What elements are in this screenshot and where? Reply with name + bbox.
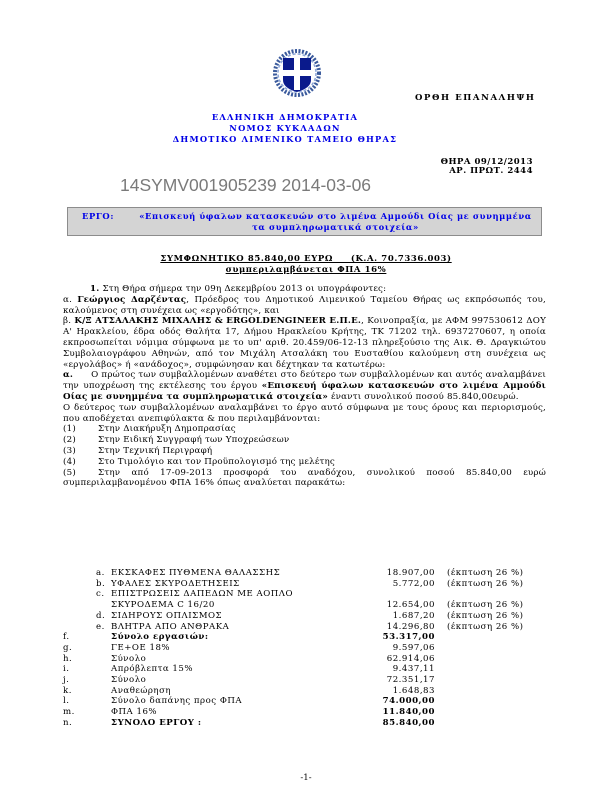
item-description: Σύνολο δαπάνης προς ΦΠΑ [111, 696, 243, 707]
discount-note [447, 707, 557, 718]
party-a: α. Γεώργιος Δαρζέντας, Πρόεδρος του Δημοτικού Λιμενικού Ταμείου Θήρας ως εκπρόσωπός του, καλούμενος στη συνέχεια ως «εργοδότης», και [63, 294, 546, 316]
row-label: h. [63, 653, 73, 664]
discount-note [447, 664, 557, 675]
row-label: g. [63, 642, 73, 653]
terms-list-item-offer: (5) Στην από 17-09-2013 προσφορά του αναδόχου, συνολικού ποσού 85.840,00 ευρώ συμπεριλαμβανομένου ΦΠΑ 16% όπως αναλύεται παρακάτω: [63, 467, 546, 489]
row-label [63, 589, 96, 600]
protocol-line: ΑΡ. ΠΡΩΤ. 2444 [449, 166, 533, 176]
breakdown-row [63, 600, 557, 611]
breakdown-row [63, 611, 557, 622]
item-amount: 9.597,06 [392, 642, 435, 653]
breakdown-row [63, 589, 557, 600]
discount-note: (έκπτωση 26 %) [447, 578, 524, 589]
discount-note [447, 675, 557, 686]
item-label: a. [96, 568, 105, 578]
item-amount: 85.840,00 [382, 717, 435, 728]
item-amount: 53.317,00 [382, 632, 435, 643]
item-description: ΣΚΥΡΟΔΕΜΑ C 16/20 [111, 600, 215, 611]
paragraph-number: 1. [90, 284, 100, 294]
breakdown-row [63, 707, 557, 718]
project-label: ΕΡΓΟ: [82, 211, 115, 221]
item-amount: 12.654,00 [386, 600, 435, 611]
row-label [63, 622, 96, 633]
party-b: β. Κ/Ξ ΑΤΣΑΛΑΚΗΣ ΜΙΧΑΛΗΣ & ERGOLDENGINEER Ε.Π.Ε., Κοινοπραξία, με ΑΦΜ 997530612 ΔΟΥ Α' Ηρακλείου, έδρα οδός Θαλήτα 17, Δήμου Ηρακλείου Κρήτης, ΤΚ 71202 τηλ. 6937270607, η οποία εκπροσωπείται νόμιμα σύμφωνα με το υπ' αριθ. 20.459/06-12-13 πληρεξούσιο της Αικ. Θ. Δραγκιώτου Συμβολαιογράφου Αθηνών, από τον Μιχάλη Ατσαλάκη του Ευσταθίου καλούμενη στη συνέχεια ως «εργολάβος» ή «ανάδοχος», συμφώνησαν και δέχτηκαν τα κατωτέρω: [63, 316, 547, 370]
item-description: ΦΠΑ 16% [111, 707, 158, 718]
item-description: ΣΥΝΟΛΟ ΕΡΓΟΥ : [111, 717, 202, 728]
breakdown-row [63, 632, 557, 643]
item-description: Σύνολο εργασιών: [111, 632, 209, 643]
terms-list-item: (3) Στην Τεχνική Περιγραφή [63, 445, 213, 456]
item-label [96, 718, 111, 729]
item-description: Αναθεώρηση [111, 685, 172, 696]
discount-note [447, 686, 557, 697]
item-label [96, 707, 111, 718]
discount-note [447, 632, 557, 643]
date-protocol-block [430, 158, 533, 176]
row-label: k. [63, 685, 72, 696]
row-label [63, 579, 96, 590]
contract-amount-heading: ΣΥΜΦΩΝΗΤΙΚΟ 85.840,00 ΕΥΡΩ (Κ.Α. 70.7336.003) [160, 254, 452, 264]
contract-parties-paragraph [63, 284, 546, 489]
terms-list [63, 424, 546, 489]
terms-list-item: (2) Στην Ειδική Συγγραφή των Υποχρεώσεων [63, 435, 290, 446]
item-label [96, 664, 111, 675]
greek-state-emblem [272, 48, 322, 98]
terms-list-item: (4) Στο Τιμολόγιο και τον Προϋπολογισμό της μελέτης [63, 456, 335, 467]
party-a-name: Γεώργιος Δαρζέντας [77, 294, 187, 305]
row-label: l. [63, 696, 70, 707]
breakdown-row [63, 568, 557, 579]
breakdown-row [63, 664, 557, 675]
item-description: ΥΦΑΛΕΣ ΣΚΥΡΟΔΕΤΗΣΕΙΣ [111, 578, 240, 589]
document-watermark: 14SYMV001905239 2014-03-06 [120, 175, 372, 195]
row-label: j. [63, 675, 70, 686]
item-amount: 1.648,83 [392, 685, 435, 696]
item-label: d. [96, 610, 106, 621]
repeat-label: ΟΡΘΗ ΕΠΑΝΑΛΗΨΗ [415, 93, 536, 103]
row-label: i. [63, 664, 70, 675]
item-label [96, 696, 111, 707]
item-amount: 9.437,11 [392, 664, 435, 675]
discount-note [447, 718, 557, 729]
item-amount: 18.907,00 [386, 568, 435, 578]
project-reference: «Επισκευή ύφαλων κατασκευών στο λιμένα Αμμούδι Οίας με συνημμένα τα συμπληρωματικά στοιχεία» [63, 381, 546, 402]
item-description: Σύνολο [111, 653, 147, 664]
item-amount: 5.772,00 [392, 578, 435, 589]
cost-breakdown-section [63, 568, 557, 729]
row-label: m. [63, 707, 75, 718]
item-label: b. [96, 578, 106, 589]
breakdown-row [63, 686, 557, 697]
assignment-clause: α. Ο πρώτος των συμβαλλομένων αναθέτει στο δεύτερο των συμβαλλομένων και αυτός αναλαμβάνει την υποχρέωση της εκτέλεσης του έργου «Επισκευή ύφαλων κατασκευών στο λιμένα Αμμούδι Οίας με συνημμένα τα συμπληρωματικά στοιχεία» έναντι συνολικού ποσού 85.840,00ευρώ. [63, 370, 546, 402]
item-label: c. [96, 589, 105, 600]
item-amount [345, 589, 447, 600]
party-b-name: Κ/Ξ ΑΤΣΑΛΑΚΗΣ ΜΙΧΑΛΗΣ & ERGOLDENGINEER Ε.Π.Ε. [74, 316, 362, 327]
discount-note [447, 654, 557, 665]
item-label: e. [96, 621, 105, 632]
item-description: Σύνολο [111, 675, 147, 686]
project-title: «Επισκευή ύφαλων κατασκευών στο λιμένα Αμμούδι Οίας με συνημμένα τα συμπληρωματικά στοιχεία» [139, 211, 532, 232]
discount-note: (έκπτωση 26 %) [447, 568, 524, 578]
org-line-prefecture: ΝΟΜΟΣ ΚΥΚΛΑΔΩΝ [229, 123, 341, 133]
item-description: ΕΠΙΣΤΡΩΣΕΙΣ ΔΑΠΕΔΩΝ ΜΕ ΑΟΠΛΟ [111, 589, 293, 600]
cost-breakdown-table [63, 568, 557, 729]
item-label [96, 643, 111, 654]
item-label [96, 686, 111, 697]
item-amount: 72.351,17 [386, 675, 435, 686]
terms-clause: Ο δεύτερος των συμβαλλομένων αναλαμβάνει το έργο αυτό σύμφωνα με τους όρους και περιορισμούς, που αποδέχεται ανεπιφύλακτα & που περιλαμβάνονται: [63, 402, 546, 424]
breakdown-row [63, 718, 557, 729]
item-amount: 74.000,00 [382, 696, 435, 707]
row-label [63, 611, 96, 622]
breakdown-row [63, 654, 557, 665]
item-description: ΕΚΣΚΑΦΕΣ ΠΥΘΜΕΝΑ ΘΑΛΑΣΣΗΣ [111, 568, 281, 578]
item-label [96, 654, 111, 665]
discount-note [447, 696, 557, 707]
row-label [63, 600, 96, 611]
breakdown-row [63, 622, 557, 633]
discount-note [447, 589, 557, 600]
item-label [96, 675, 111, 686]
org-line-port-fund: ΔΗΜΟΤΙΚΟ ΛΙΜΕΝΙΚΟ ΤΑΜΕΙΟ ΘΗΡΑΣ [172, 134, 398, 144]
item-description: ΓΕ+ΟΕ 18% [111, 642, 171, 653]
item-label [96, 600, 111, 611]
contract-vat-note: συμπεριλαμβάνεται ΦΠΑ 16% [225, 265, 387, 275]
item-amount: 62.914,06 [386, 653, 435, 664]
row-label: n. [63, 717, 73, 728]
discount-note [447, 643, 557, 654]
breakdown-row [63, 696, 557, 707]
project-box [67, 207, 542, 236]
item-label [96, 632, 111, 643]
discount-note: (έκπτωση 26 %) [447, 600, 524, 611]
item-description: ΣΙΔΗΡΟΥΣ ΟΠΛΙΣΜΟΣ [111, 610, 223, 621]
item-amount: 14.296,80 [386, 621, 435, 632]
item-amount: 11.840,00 [382, 707, 435, 718]
terms-list-item: (1) Στην Διακήρυξη Δημοπρασίας [63, 424, 236, 435]
org-line-republic: ΕΛΛΗΝΙΚΗ ΔΗΜΟΚΡΑΤΙΑ [211, 112, 359, 122]
item-description: Απρόβλεπτα 15% [111, 664, 193, 675]
breakdown-row [63, 579, 557, 590]
date-line: ΘΗΡΑ 09/12/2013 [440, 157, 533, 167]
item-amount: 1.687,20 [392, 610, 435, 621]
discount-note: (έκπτωση 26 %) [447, 610, 524, 621]
row-label: f. [63, 632, 70, 643]
breakdown-row [63, 643, 557, 654]
discount-note: (έκπτωση 26 %) [447, 621, 524, 632]
page-number: -1- [300, 773, 312, 783]
item-description: ΒΛΗΤΡΑ ΑΠΟ ΑΝΘΡΑΚΑ [111, 621, 230, 632]
intro-text: Στη Θήρα σήμερα την 09η Δεκεμβρίου 2013 οι υπογράφοντες: [102, 284, 387, 294]
row-label [63, 568, 96, 579]
breakdown-row [63, 675, 557, 686]
